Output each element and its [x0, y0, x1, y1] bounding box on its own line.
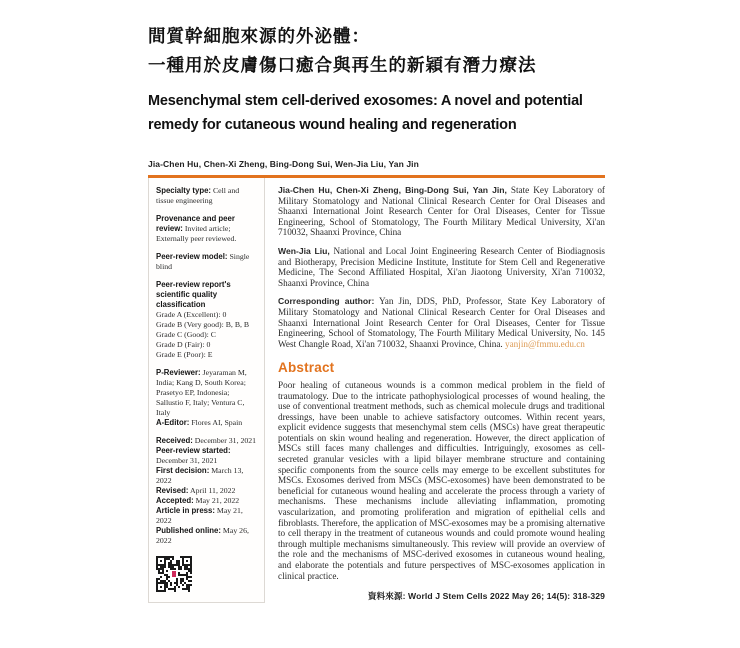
metadata-sidebar: [148, 178, 265, 603]
provenance-block: [156, 214, 257, 244]
provenance-label: Provenance and peer review:: [156, 214, 235, 233]
received-label: Received:: [156, 436, 193, 445]
quality-classification-label: Peer-review report's scientific quality classification: [156, 280, 231, 309]
grade-c-line: Grade C (Good): C: [156, 330, 216, 339]
affiliation-2: [278, 246, 605, 288]
abstract-heading: Abstract: [278, 360, 335, 376]
p-reviewer-line: [156, 368, 257, 418]
a-editor-value: Flores AI, Spain: [189, 418, 243, 427]
article-in-press-value: May 21, 2022: [156, 506, 243, 525]
corresponding-author-label: Corresponding author:: [278, 296, 375, 307]
p-reviewer-value: Jeyaraman M, India; Kang D, South Korea; Prasetyo EP, Indonesia; Sallustio F, Italy; Ventura C, Italy: [156, 368, 247, 417]
accepted-value: May 21, 2022: [193, 496, 240, 505]
published-online-label: Published online:: [156, 526, 221, 535]
affiliation-1-authors: Jia-Chen Hu, Chen-Xi Zheng, Bing-Dong Sui, Yan Jin,: [278, 185, 507, 195]
a-editor-label: A-Editor:: [156, 418, 190, 427]
peer-review-model-block: [156, 252, 257, 272]
a-editor-line: [156, 418, 257, 428]
article-qr-code-icon: [156, 556, 192, 592]
accepted-label: Accepted:: [156, 496, 194, 505]
peer-review-started-label: Peer-review started:: [156, 446, 231, 455]
title-zh-line2: 一種用於皮膚傷口癒合與再生的新穎有潛力療法: [148, 55, 537, 75]
article-title-chinese: [148, 22, 618, 80]
published-online-value: May 26, 2022: [156, 526, 249, 545]
grade-e-line: Grade E (Poor): E: [156, 350, 213, 359]
affiliation-1: [278, 185, 605, 238]
p-reviewer-label: P-Reviewer:: [156, 368, 201, 377]
corresponding-author-text: Yan Jin, DDS, PhD, Professor, State Key Laboratory of Military Stomatology and National Clinical Research Center for Oral Diseases and Shaanxi International Joint Research Center for Oral Diseases, Center for Tissue Engineering, School of Stomatology, The Fourth Military Medical University, No. 145 West Changle Road, Xi'an 710032, Shaanxi Province, China.: [278, 296, 606, 349]
peer-review-model-value: Single blind: [156, 252, 250, 271]
first-decision-value: March 13, 2022: [156, 466, 244, 485]
abstract-text: Poor healing of cutaneous wounds is a common medical problem in the field of traumatology. Due to the intricate pathophysiological processes of wound healing, the use of conventional treatment methods, such as chemical molecule drugs and traditional dressings, have been unable to achieve satisfactory outcomes. Within recent years, explicit evidence suggests that mesenchymal stem cells (MSCs) have great therapeutic potentials on skin wound healing and regeneration. However, the direct application of MSCs still faces many challenges and difficulties. Intriguingly, exosomes as cell-secreted granular vesicles with a lipid bilayer membrane structure and containing specific components from the source cells may emerge to be excellent substitutes for MSCs. Exosomes derived from MSCs (MSC-exosomes) have been demonstrated to be beneficial for cutaneous wound healing and accelerate the process through a variety of mechanisms. These mechanisms include alleviating inflammation, promoting vascularization, and promoting proliferation and migration of epithelial cells and fibroblasts. Therefore, the application of MSC-exosomes may be a promising alternative to cell therapy in the treatment of cutaneous wounds and could promote wound healing through multiple mechanisms simultaneously. This review will provide an overview of the role and the mechanisms of MSC-derived exosomes in cutaneous wound healing, and elaborate the potentials and future perspectives of MSC-exosomes application in clinical practice.: [278, 379, 605, 581]
peer-review-started-value: December 31, 2021: [156, 456, 218, 465]
first-decision-line: [156, 466, 257, 486]
reviewers-block: [156, 368, 257, 428]
authors-line: Jia-Chen Hu, Chen-Xi Zheng, Bing-Dong Sui, Wen-Jia Liu, Yan Jin: [148, 159, 419, 169]
qr-code-container: [156, 556, 257, 592]
revised-label: Revised:: [156, 486, 189, 495]
first-decision-label: First decision:: [156, 466, 210, 475]
title-zh-line1: 間質幹細胞來源的外泌體：: [148, 26, 370, 46]
provenance-value: Invited article; Externally peer reviewed.: [156, 224, 237, 243]
peer-review-model-label: Peer-review model:: [156, 252, 228, 261]
article-in-press-label: Article in press:: [156, 506, 215, 515]
quality-classification-block: [156, 280, 257, 360]
source-citation: [278, 591, 605, 602]
source-citation-label: 資料來源:: [367, 591, 406, 602]
affiliation-2-authors: Wen-Jia Liu,: [278, 245, 330, 256]
accepted-line: [156, 496, 257, 506]
affiliation-1-text: State Key Laboratory of Military Stomatology and National Clinical Research Center for Oral Diseases and Shaanxi International Joint Research Center for Oral Diseases, Center for Tissue Engineering, School of Stomatology, The Fourth Military Medical University, Xi'an 710032, Shaanxi Province, China: [278, 185, 605, 238]
article-in-press-line: [156, 506, 257, 526]
revised-value: April 11, 2022: [188, 486, 236, 495]
affiliation-2-text: National and Local Joint Engineering Research Center of Biodiagnosis and Biotherapy, Precision Medicine Institute, Institute for Stem Cell and Regenerative Medicine, The Second Affiliated Hospital, Xi'an Jiaotong University, Xi'an 710032, Shaanxi Province, China: [278, 245, 605, 288]
corresponding-author-paragraph: [278, 296, 605, 349]
received-line: [156, 436, 257, 446]
two-column-layout: [148, 178, 605, 603]
article-title-english: Mesenchymal stem cell-derived exosomes: A novel and potential remedy for cutaneous wound healing and regeneration: [148, 93, 583, 133]
source-citation-text: World J Stem Cells 2022 May 26; 14(5): 318-329: [405, 591, 605, 602]
specialty-type-value: Cell and tissue engineering: [156, 186, 240, 205]
peer-review-started-line: [156, 446, 257, 466]
specialty-type-block: [156, 186, 257, 206]
specialty-type-label: Specialty type:: [156, 186, 212, 195]
article-main-column: [278, 178, 605, 602]
dates-block: [156, 436, 257, 546]
grade-b-line: Grade B (Very good): B, B, B: [156, 320, 250, 329]
grade-d-line: Grade D (Fair): 0: [156, 340, 211, 349]
grade-a-line: Grade A (Excellent): 0: [156, 310, 227, 319]
revised-line: [156, 486, 257, 496]
corresponding-author-email-link[interactable]: yanjin@fmmu.edu.cn: [505, 338, 585, 349]
received-value: December 31, 2021: [192, 436, 257, 445]
published-online-line: [156, 526, 257, 546]
